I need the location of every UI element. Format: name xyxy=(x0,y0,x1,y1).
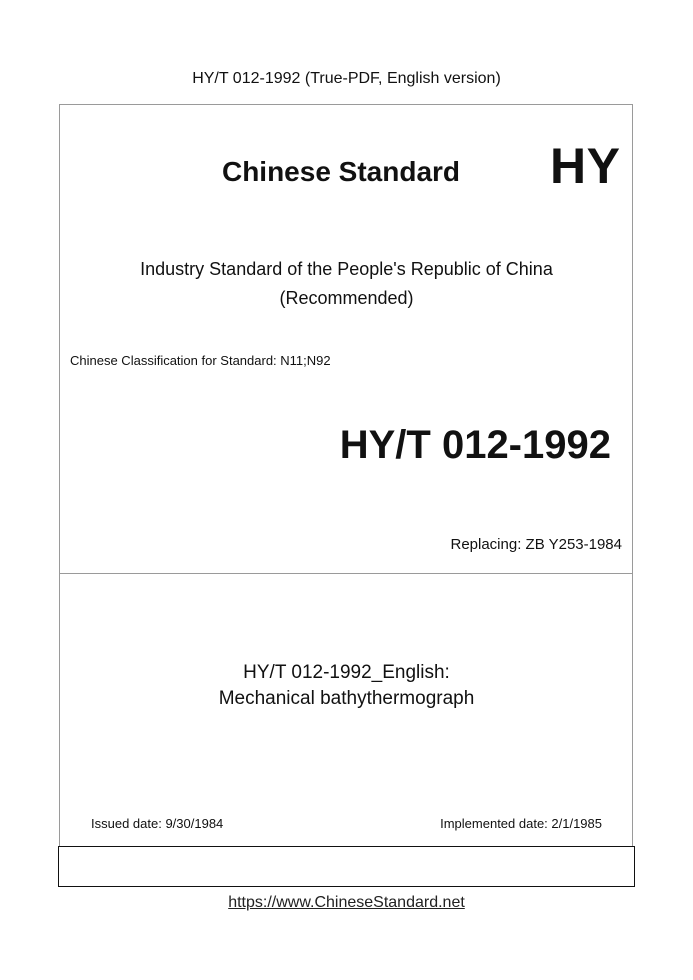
cover-bottom-frame xyxy=(59,574,633,846)
replacing-text: Replacing: ZB Y253-1984 xyxy=(450,536,622,553)
recommended-line: (Recommended) xyxy=(279,288,414,308)
standard-number: HY/T 012-1992 xyxy=(339,423,611,467)
industry-standard-line: Industry Standard of the People's Republic of China xyxy=(140,259,553,279)
document-title-line2: Mechanical bathythermograph xyxy=(218,688,475,709)
website-link[interactable]: https://www.ChineseStandard.net xyxy=(228,894,465,911)
issued-date: Issued date: 9/30/1984 xyxy=(91,816,224,831)
cover-footer-box xyxy=(58,846,635,887)
classification-text: Chinese Classification for Standard: N11;N92 xyxy=(70,353,331,368)
implemented-date: Implemented date: 2/1/1985 xyxy=(440,816,602,831)
standard-mark: HY xyxy=(550,138,621,194)
page-header-title: HY/T 012-1992 (True-PDF, English version) xyxy=(192,70,501,87)
cover-heading: Chinese Standard xyxy=(221,156,461,187)
document-title-line1: HY/T 012-1992_English: xyxy=(243,662,450,683)
